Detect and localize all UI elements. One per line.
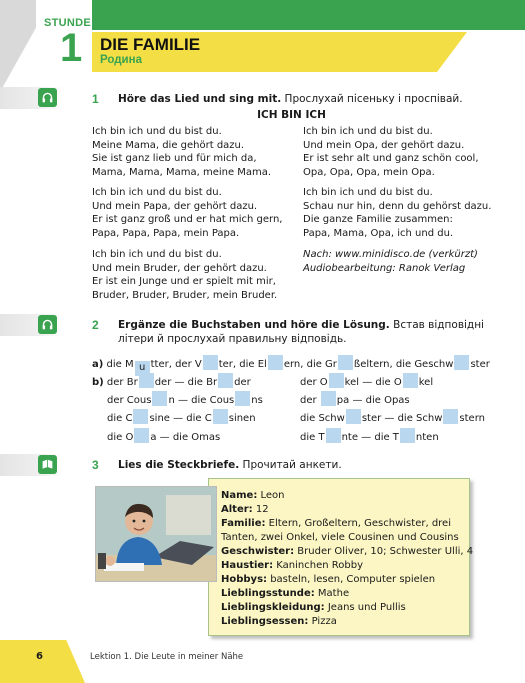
row-label: a)	[92, 359, 104, 370]
word-part: nten	[415, 432, 439, 443]
verse-line: Schau nur hin, denn du gehörst dazu.	[303, 200, 492, 212]
word-part: pa — die Opas	[336, 395, 410, 406]
letter-blank[interactable]	[321, 391, 336, 406]
letter-blank[interactable]	[403, 373, 418, 388]
profile-value: Tanten, zwei Onkel, viele Cousinen und Cousins	[221, 532, 459, 543]
profile-line	[221, 546, 473, 558]
letter-blank[interactable]	[326, 428, 341, 443]
page-subtitle: Родина	[100, 54, 142, 66]
exercise-row-b	[92, 373, 251, 389]
verse	[92, 186, 282, 240]
word-part: sine — die C	[149, 413, 212, 424]
profile-line	[221, 602, 406, 614]
verse-line: Und mein Bruder, der gehört dazu.	[92, 262, 267, 274]
letter-blank[interactable]	[152, 391, 167, 406]
profile-value: Bruder Oliver, 10; Schwester Ulli, 4	[294, 546, 474, 557]
task-instruction	[118, 92, 463, 106]
profile-line	[221, 588, 349, 600]
exercise-row-b	[300, 391, 410, 407]
book-icon	[38, 455, 57, 474]
credit-line: Nach: www.minidisco.de (verkürzt)	[303, 249, 478, 260]
word-part: ßeltern, die Geschw	[353, 359, 454, 370]
profile-line	[221, 616, 337, 628]
word-part: ter, die El	[218, 359, 267, 370]
profile-key: Familie:	[221, 518, 266, 529]
instruction-rest: Прослухай пісеньку і проспівай.	[281, 93, 463, 105]
page-title: DIE FAMILIE	[100, 35, 201, 54]
letter-blank[interactable]	[338, 355, 353, 370]
exercise-row-b	[107, 391, 263, 407]
word-part: der Cous	[107, 395, 152, 406]
word-part: n — die Cous	[168, 395, 235, 406]
boy-illustration	[96, 487, 217, 582]
word-part: tter, der V	[150, 359, 202, 370]
verse-line: Er ist sehr alt und ganz schön cool,	[303, 153, 479, 164]
verse-line: Papa, Mama, Opa, ich und du.	[303, 227, 454, 239]
word-part: a — die Omas	[150, 432, 221, 443]
verse-line: Opa, Opa, Opa, mein Opa.	[303, 166, 435, 178]
verse-line: Er ist ein Junge und er spielt mit mir,	[92, 276, 276, 287]
verse-line: Die ganze Familie zusammen:	[303, 214, 453, 225]
word-part: ns	[251, 395, 263, 406]
task-instruction	[118, 318, 484, 346]
verse	[92, 248, 277, 302]
profile-key: Haustier:	[221, 560, 274, 571]
verse-line: Und mein Opa, der gehört dazu.	[303, 139, 465, 151]
letter-blank[interactable]	[134, 428, 149, 443]
corner-decoration	[0, 0, 36, 92]
exercise-row-b	[107, 428, 220, 444]
profile-value: Jeans und Pullis	[324, 602, 406, 613]
task-instruction	[118, 458, 342, 472]
exercise-row-b	[300, 428, 439, 444]
profile-value: Leon	[257, 490, 285, 501]
letter-blank[interactable]	[213, 409, 228, 424]
profile-value: basteln, lesen, Computer spielen	[267, 574, 436, 585]
word-part: der — die Br	[154, 377, 218, 388]
profile-value: Mathe	[314, 588, 350, 599]
word-part: kel — die O	[344, 377, 402, 388]
verse-line: Mama, Mama, Mama, meine Mama.	[92, 166, 272, 178]
profile-line	[221, 532, 459, 544]
profile-key: Hobbys:	[221, 574, 268, 585]
verse-line: Meine Mama, die gehört dazu.	[92, 139, 245, 151]
letter-blank[interactable]	[133, 409, 148, 424]
letter-blank[interactable]	[346, 409, 361, 424]
instruction-line2: літери й прослухай правильну відповідь.	[118, 333, 347, 345]
word-part: die M	[106, 359, 134, 370]
song-credits	[303, 248, 478, 275]
profile-key: Alter:	[221, 504, 253, 515]
profile-key: Lieblingskleidung:	[221, 602, 325, 613]
letter-blank[interactable]: u	[135, 361, 150, 376]
profile-line	[221, 504, 269, 516]
word-part: stern	[459, 413, 485, 424]
profile-key: Lieblingsstunde:	[221, 588, 315, 599]
instruction-rest: Встав відповідні	[389, 319, 484, 331]
word-part: der	[300, 395, 320, 406]
letter-blank[interactable]	[454, 355, 469, 370]
boy-photo	[95, 486, 217, 582]
exercise-row-b	[107, 409, 256, 425]
word-part: ster	[470, 359, 490, 370]
profile-value: 12	[252, 504, 269, 515]
letter-blank[interactable]	[400, 428, 415, 443]
word-part: der Br	[106, 377, 138, 388]
headphones-icon[interactable]	[38, 88, 57, 107]
verse	[303, 125, 479, 179]
word-part: sinen	[228, 413, 256, 424]
word-part: die C	[107, 413, 133, 424]
letter-blank[interactable]	[235, 391, 250, 406]
profile-value: Kaninchen Robby	[273, 560, 363, 571]
instruction-rest: Прочитай анкети.	[239, 459, 342, 471]
word-part: kel	[418, 377, 434, 388]
task-number: 2	[92, 318, 99, 332]
verse	[92, 125, 271, 179]
headphones-icon[interactable]	[38, 315, 57, 334]
lesson-label: STUNDE	[44, 17, 92, 29]
instruction-bold: Ergänze die Buchstaben und höre die Lösung.	[118, 319, 390, 331]
verse-line: Ich bin ich und du bist du.	[303, 187, 433, 198]
letter-blank[interactable]	[268, 355, 283, 370]
exercise-row-b	[300, 409, 485, 425]
letter-blank[interactable]	[139, 373, 154, 388]
profile-key: Geschwister:	[221, 546, 295, 557]
task-number: 1	[92, 92, 99, 106]
verse-line: Sie ist ganz lieb und für mich da,	[92, 153, 257, 164]
verse-line: Papa, Papa, Papa, mein Papa.	[92, 227, 240, 239]
profile-value: Eltern, Großeltern, Geschwister, drei	[265, 518, 451, 529]
profile-value: Pizza	[308, 616, 337, 627]
verse	[303, 186, 491, 240]
letter-blank[interactable]	[218, 373, 233, 388]
profile-key: Name:	[221, 490, 258, 501]
profile-line	[221, 490, 285, 502]
profile-line	[221, 518, 451, 530]
verse-line: Er ist ganz groß und er hat mich gern,	[92, 214, 283, 225]
instruction-bold: Lies die Steckbriefe.	[118, 459, 240, 471]
profile-key: Lieblingsessen:	[221, 616, 309, 627]
word-part: die T	[300, 432, 325, 443]
verse-line: Bruder, Bruder, Bruder, mein Bruder.	[92, 289, 278, 301]
instruction-bold: Höre das Lied und sing mit.	[118, 93, 282, 105]
page-number: 6	[36, 651, 43, 662]
verse-line: Ich bin ich und du bist du.	[303, 126, 433, 137]
footer-lesson-text: Lektion 1. Die Leute in meiner Nähe	[90, 652, 244, 662]
task-number: 3	[92, 458, 99, 472]
word-part: nte — die T	[341, 432, 399, 443]
header-bar	[92, 0, 525, 30]
song-title: ICH BIN ICH	[257, 109, 326, 121]
word-part: ster — die Schw	[361, 413, 443, 424]
credit-line: Audiobearbeitung: Ranok Verlag	[303, 262, 466, 274]
lesson-number: 1	[60, 26, 83, 70]
verse-line: Und mein Papa, der gehört dazu.	[92, 200, 258, 212]
verse-line: Ich bin ich und du bist du.	[92, 187, 222, 198]
letter-blank[interactable]	[203, 355, 218, 370]
profile-line	[221, 560, 363, 572]
profile-line	[221, 574, 435, 586]
verse-line: Ich bin ich und du bist du.	[92, 249, 222, 260]
verse-line: Ich bin ich und du bist du.	[92, 126, 222, 137]
letter-blank[interactable]	[329, 373, 344, 388]
word-part: der	[234, 377, 251, 388]
letter-blank[interactable]	[443, 409, 458, 424]
word-part: der O	[300, 377, 328, 388]
exercise-row-b	[300, 373, 433, 389]
word-part: ern, die Gr	[283, 359, 337, 370]
word-part: die Schw	[300, 413, 345, 424]
row-label: b)	[92, 377, 104, 388]
word-part: die O	[107, 432, 134, 443]
